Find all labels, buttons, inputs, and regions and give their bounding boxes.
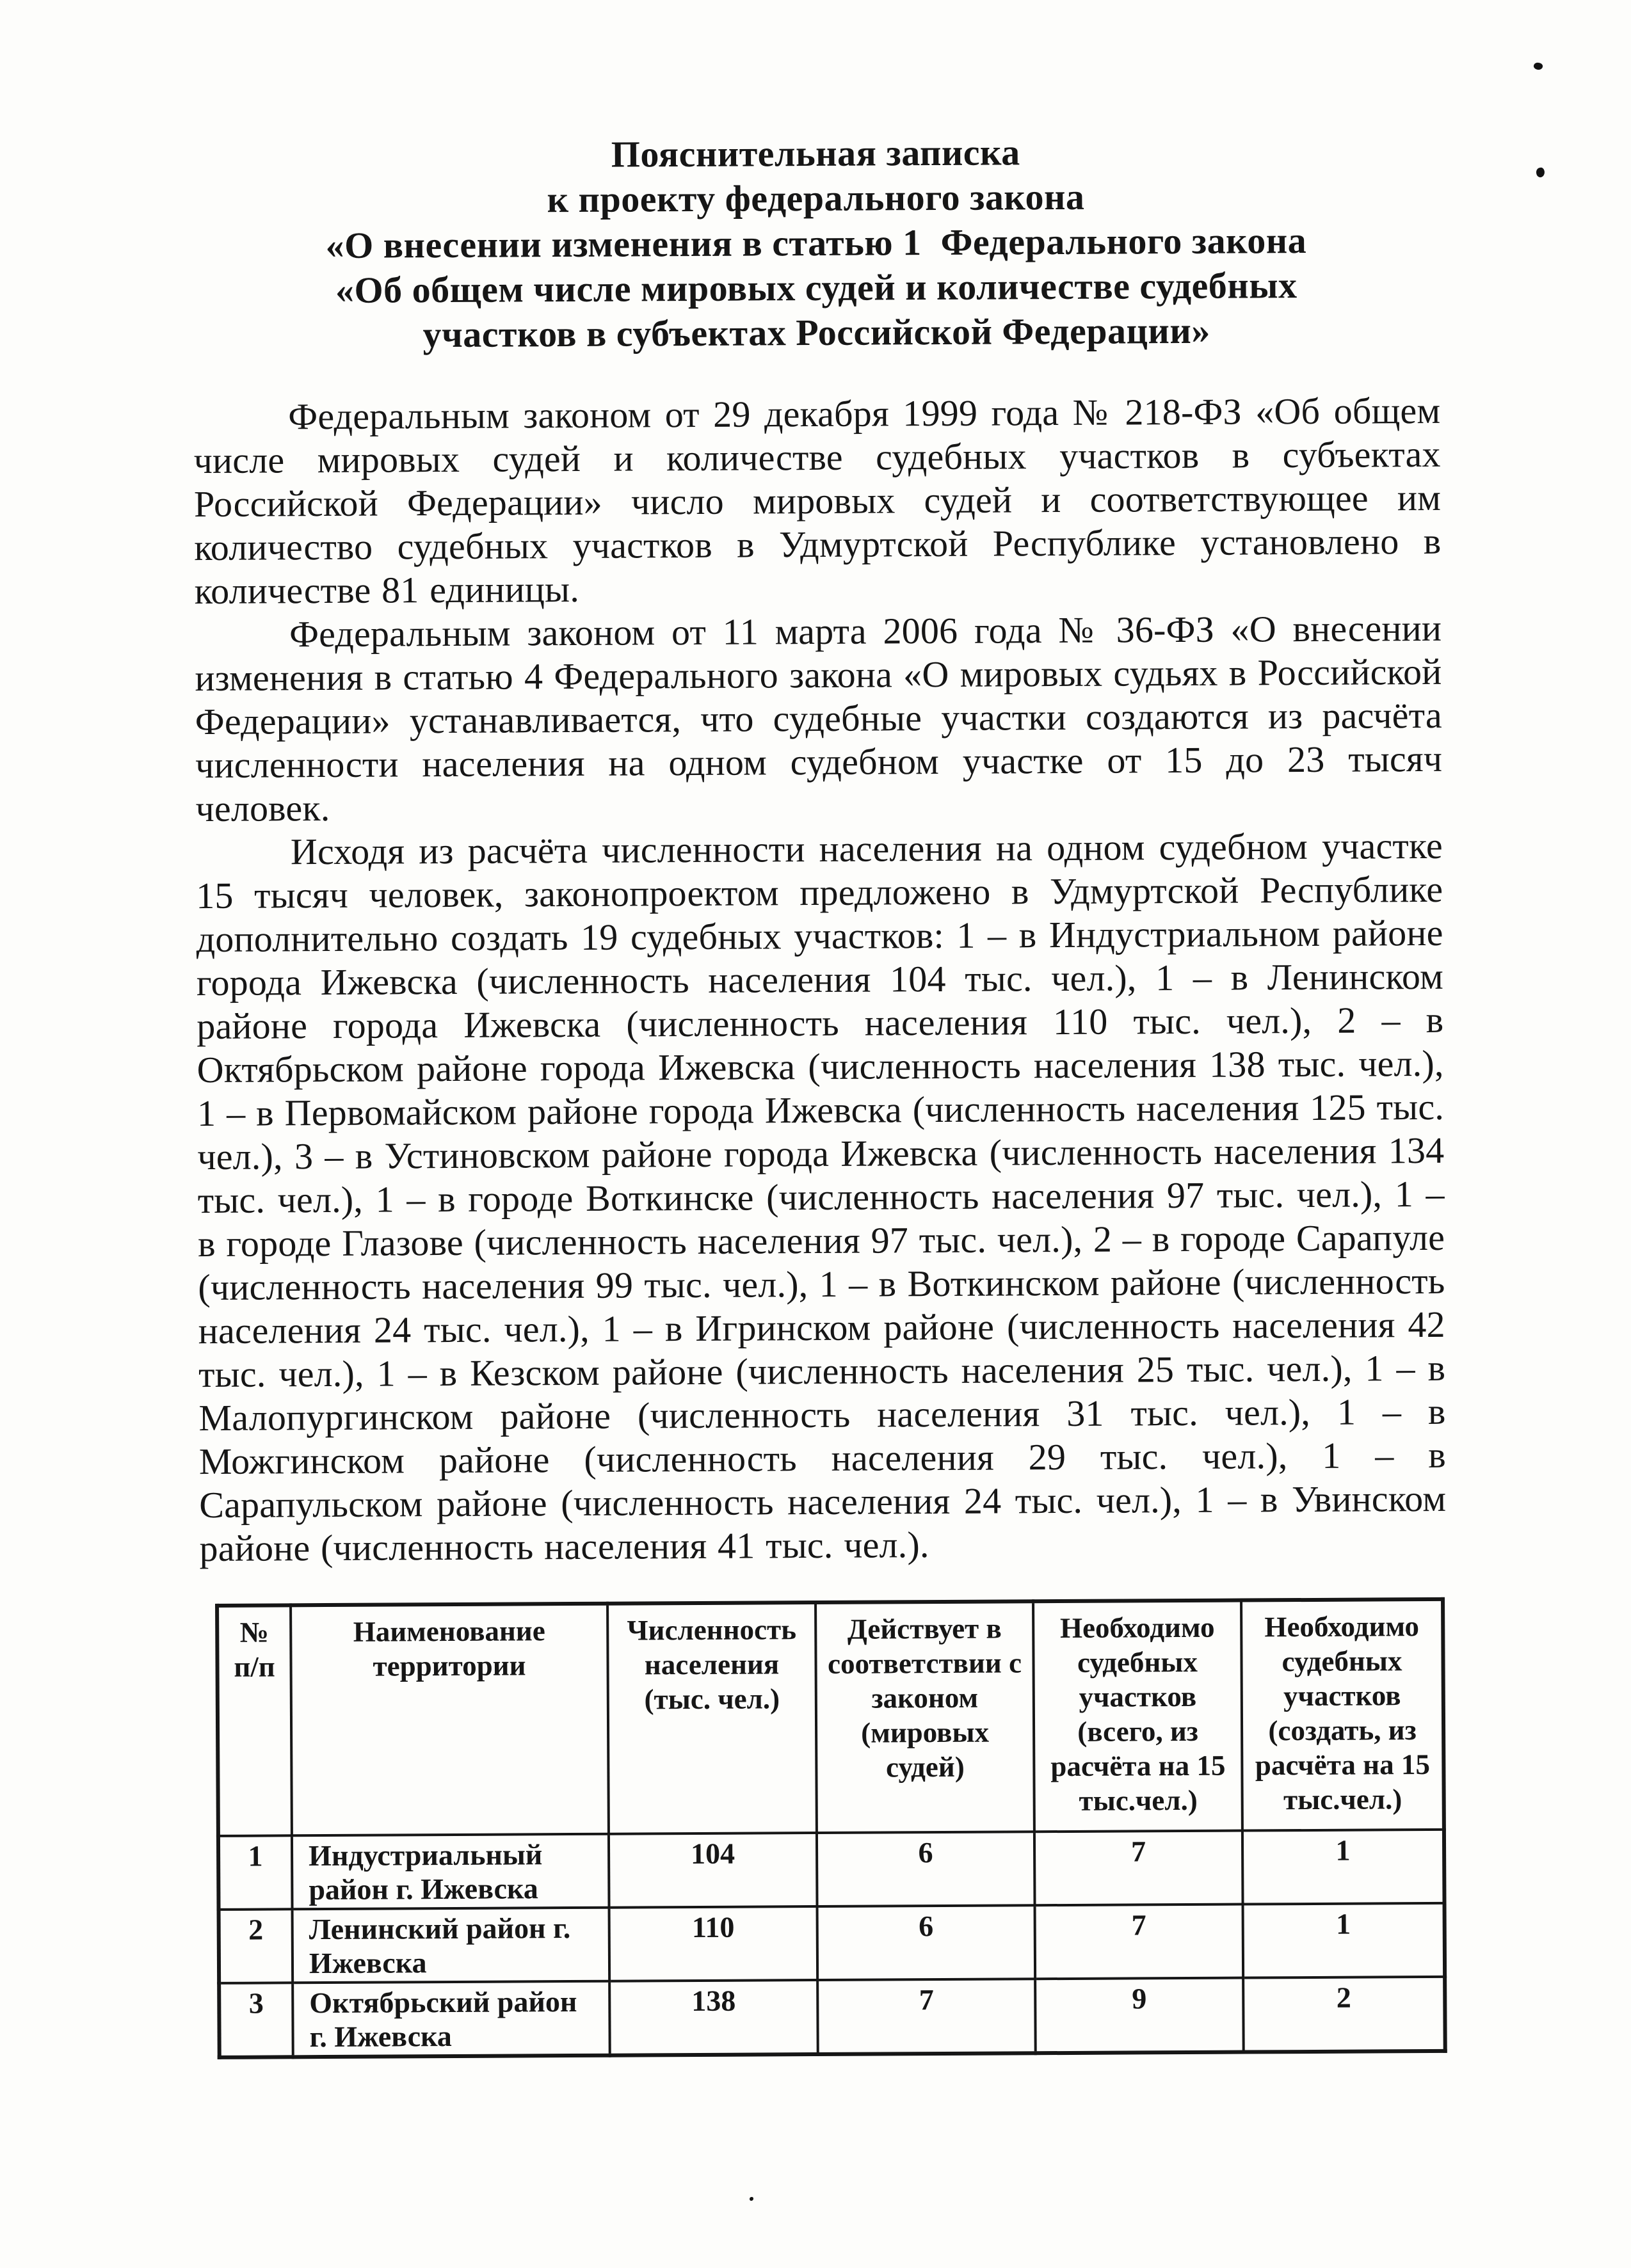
- paragraph: Исходя из расчёта численности населения на одном судебном участке 15 тысяч человек, законопроектом предложено в Удмуртской Республике дополнительно создать 19 судебных участков: 1 – в Индустриальном районе города Ижевска (численность населения 104 тыс. чел.), 1 – в Ленинском районе города Ижевска (численность населения 110 тыс. чел.), 2 – в Октябрьском районе города Ижевска (численность населения 138 тыс. чел.), 1 – в Первомайском районе города Ижевска (численность населения 125 тыс. чел.), 3 – в Устиновском районе города Ижевска (численность населения 134 тыс. чел.), 1 – в городе Воткинске (численность населения 97 тыс. чел.), 1 – в городе Глазове (численность населения 97 тыс. чел.), 2 – в городе Сарапуле (численность населения 99 тыс. чел.), 1 – в Воткинском районе (численность населения 24 тыс. чел.), 1 – в Игринском районе (численность населения 42 тыс. чел.), 1 – в Кезском районе (численность населения 25 тыс. чел.), 1 – в Малопургинском районе (численность населения 31 тыс. чел.), 1 – в Можгинском районе (численность населения 29 тыс. чел.), 1 – в Сарапульском районе (численность населения 24 тыс. чел.), 1 – в Увинском районе (численность населения 41 тыс. чел.).: [196, 824, 1447, 1570]
- cell-num: 3: [219, 1983, 293, 2057]
- cell-population: 110: [609, 1906, 818, 1981]
- scan-speck: [1536, 167, 1545, 178]
- header-cell-needed-total: Необходимо судебных участков (всего, из расчёта на 15 тыс.чел.): [1033, 1601, 1242, 1832]
- title-line: «Об общем числе мировых судей и количестве судебных: [335, 264, 1298, 311]
- header-cell-current-judges: Действует в соответствии с законом (мировых судей): [815, 1601, 1034, 1833]
- cell-territory: Октябрьский район г. Ижевска: [293, 1981, 610, 2057]
- header-cell-territory: Наименование территории: [291, 1604, 609, 1836]
- cell-needed-create: 1: [1243, 1903, 1445, 1978]
- scan-speck: [1533, 61, 1543, 70]
- table-header-row: [217, 1599, 1444, 1836]
- header-cell-num: № п/п: [217, 1605, 292, 1836]
- cell-needed-total: 7: [1035, 1905, 1244, 1979]
- cell-num: 1: [218, 1835, 293, 1910]
- table-row: [219, 1903, 1445, 1983]
- paragraph: Федеральным законом от 29 декабря 1999 года № 218-ФЗ «Об общем числе мировых судей и количестве судебных участков в субъектах Российской Федерации» число мировых судей и соответствующее им количество судебных участков в Удмуртской Республике установлено в количестве 81 единицы.: [193, 389, 1442, 612]
- document-title: [192, 128, 1440, 358]
- cell-num: 2: [219, 1909, 293, 1983]
- cell-needed-total: 7: [1034, 1831, 1243, 1906]
- document-content: [192, 128, 1449, 2059]
- cell-population: 104: [609, 1833, 817, 1908]
- table-row: [219, 1977, 1445, 2057]
- cell-needed-create: 2: [1243, 1977, 1445, 2052]
- cell-current-judges: 6: [817, 1832, 1035, 1906]
- cell-territory: Индустриальный район г. Ижевска: [292, 1834, 609, 1910]
- title-line: участков в субъектах Российской Федерации»: [422, 309, 1210, 356]
- table-row: [218, 1830, 1445, 1910]
- territories-table: [215, 1597, 1447, 2059]
- cell-current-judges: 6: [817, 1905, 1036, 1980]
- title-line: Пояснительная записка: [611, 131, 1020, 175]
- scan-speck: [750, 2197, 753, 2201]
- title-line: «О внесении изменения в статью 1 Федерального закона: [325, 219, 1307, 267]
- title-line: к проекту федерального закона: [547, 175, 1085, 221]
- cell-needed-create: 1: [1242, 1830, 1445, 1905]
- cell-current-judges: 7: [817, 1979, 1036, 2054]
- cell-territory: Ленинский район г. Ижевска: [293, 1908, 610, 1983]
- header-cell-needed-create: Необходимо судебных участков (создать, из расчёта на 15 тыс.чел.): [1241, 1599, 1444, 1831]
- cell-needed-total: 9: [1035, 1978, 1244, 2054]
- cell-population: 138: [609, 1980, 818, 2056]
- paragraph: Федеральным законом от 11 марта 2006 года № 36-ФЗ «О внесении изменения в статью 4 Федерального закона «О мировых судьях в Российской Федерации» устанавливается, что судебные участки создаются из расчёта численности населения на одном судебном участке от 15 до 23 тысяч человек.: [195, 607, 1443, 830]
- header-cell-population: Численность населения (тыс. чел.): [607, 1602, 817, 1834]
